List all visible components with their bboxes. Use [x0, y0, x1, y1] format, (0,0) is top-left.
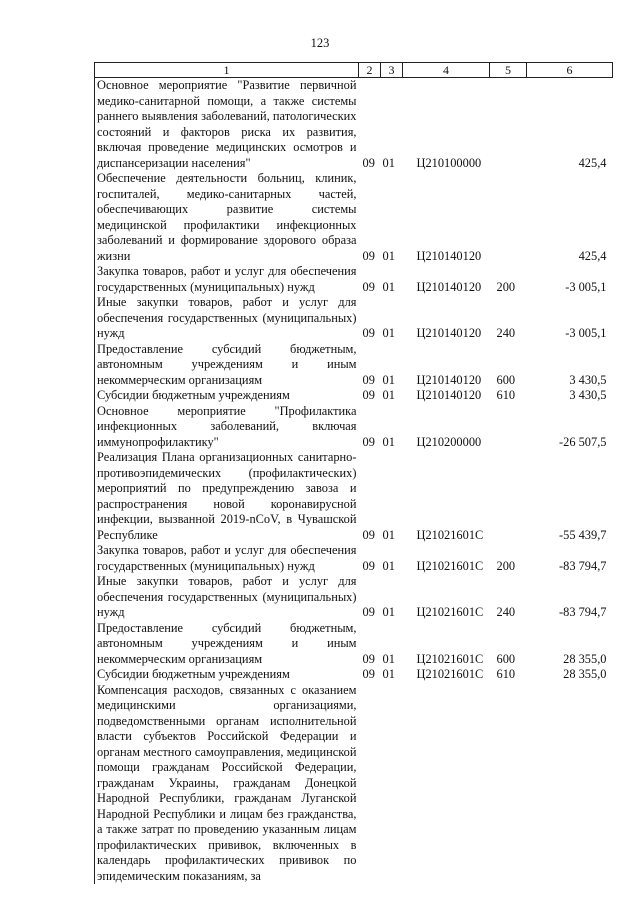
- table-row: [95, 621, 613, 668]
- row-section: 09: [362, 434, 375, 449]
- row-section: 09: [362, 248, 375, 263]
- row-section: [359, 683, 381, 885]
- row-amount: -83 794,7: [559, 558, 607, 573]
- row-expense: [490, 171, 527, 264]
- row-amount: 28 355,0: [563, 651, 607, 666]
- row-expense: 600: [496, 372, 516, 387]
- table-header-row: [95, 63, 613, 78]
- row-section: 09: [362, 651, 375, 666]
- row-expense: 600: [496, 651, 516, 666]
- row-subsection: 01: [382, 326, 395, 340]
- table-row: [95, 543, 613, 574]
- row-expense: [490, 683, 527, 885]
- row-amount: [527, 683, 613, 885]
- row-subsection: 01: [382, 527, 395, 542]
- row-amount: -3 005,1: [565, 326, 607, 340]
- row-amount: 425,4: [578, 248, 607, 263]
- row-name: Закупка товаров, работ и услуг для обеспечения государственных (муниципальных) нужд: [95, 543, 359, 574]
- row-name: Основное мероприятие "Развитие первичной медико-санитарной помощи, а также системы раннего выявления заболеваний, патологических состояний и факторов риска их развития, включая проведение медицинских осмотров и диспансеризации населения": [95, 78, 359, 172]
- row-section: 09: [362, 155, 375, 170]
- row-section: 09: [362, 558, 375, 573]
- row-expense: 200: [496, 558, 516, 573]
- row-name: Иные закупки товаров, работ и услуг для обеспечения государственных (муниципальных) нужд: [95, 295, 359, 342]
- row-target: Ц21021601С: [416, 667, 484, 681]
- row-name: Реализация Плана организационных санитарно-противоэпидемических (профилактических) мероприятий по предупреждению завоза и распространения новой коронавирусной инфекции, вызванной 2019-nCoV, в Чувашской Республике: [95, 450, 359, 543]
- row-section: 09: [362, 326, 375, 340]
- table-row: [95, 171, 613, 264]
- row-amount: -26 507,5: [559, 434, 607, 449]
- header-cell-target: 4: [403, 63, 490, 78]
- table-row: [95, 450, 613, 543]
- row-expense: 240: [496, 326, 516, 340]
- table-row: [95, 574, 613, 621]
- header-cell-amount: 6: [527, 63, 613, 78]
- row-amount: -55 439,7: [559, 527, 607, 542]
- row-section: 09: [362, 605, 375, 619]
- row-target: Ц210140120: [416, 326, 482, 340]
- row-section: 09: [362, 667, 375, 681]
- row-subsection: 01: [382, 651, 395, 666]
- row-name: Иные закупки товаров, работ и услуг для обеспечения государственных (муниципальных) нужд: [95, 574, 359, 621]
- row-target: Ц21021601С: [416, 527, 484, 542]
- row-amount: 28 355,0: [563, 667, 607, 681]
- row-subsection: [381, 683, 403, 885]
- row-name: Субсидии бюджетным учреждениям: [95, 667, 359, 683]
- row-section: 09: [362, 279, 375, 294]
- header-cell-section: 2: [359, 63, 381, 78]
- row-amount: -83 794,7: [559, 605, 607, 619]
- row-name: Компенсация расходов, связанных с оказанием медицинскими организациями, подведомственными органам исполнительной власти субъектов Российской Федерации и органам местного самоуправления, медицинской помощи гражданам Российской Федерации, гражданам Украины, гражданам Донецкой Народной Республики, гражданам Луганской Народной Республики и лицам без гражданства, а также затрат по проведению указанным лицам профилактических прививок, включенных в календарь профилактических прививок по эпидемическим показаниям, за: [95, 683, 359, 885]
- row-name: Предоставление субсидий бюджетным, автономным учреждениям и иным некоммерческим организациям: [95, 621, 359, 668]
- row-target: Ц210100000: [416, 155, 482, 170]
- header-cell-subsection: 3: [381, 63, 403, 78]
- row-expense: 610: [496, 388, 516, 402]
- budget-table: [94, 62, 613, 884]
- row-target: [403, 683, 490, 885]
- row-subsection: 01: [382, 605, 395, 619]
- row-subsection: 01: [382, 279, 395, 294]
- row-target: Ц210140120: [416, 248, 482, 263]
- table-body: [95, 78, 613, 885]
- row-target: Ц210140120: [416, 372, 482, 387]
- table-row: [95, 342, 613, 389]
- row-name: Предоставление субсидий бюджетным, автономным учреждениям и иным некоммерческим организациям: [95, 342, 359, 389]
- row-section: 09: [362, 372, 375, 387]
- row-name: Субсидии бюджетным учреждениям: [95, 388, 359, 404]
- header-cell-expense: 5: [490, 63, 527, 78]
- row-subsection: 01: [382, 248, 395, 263]
- page-number: 123: [310, 36, 330, 50]
- table-row: [95, 388, 613, 404]
- row-name: Основное мероприятие "Профилактика инфекционных заболеваний, включая иммунопрофилактику": [95, 404, 359, 451]
- row-target: Ц21021601С: [416, 605, 484, 619]
- row-section: 09: [362, 527, 375, 542]
- table-row: [95, 683, 613, 885]
- row-target: Ц210200000: [416, 434, 482, 449]
- row-expense: 240: [496, 605, 516, 619]
- row-target: Ц21021601С: [416, 651, 484, 666]
- row-subsection: 01: [382, 372, 395, 387]
- row-expense: 610: [496, 667, 516, 681]
- row-expense: [490, 78, 527, 172]
- table-row: [95, 295, 613, 342]
- table-row: [95, 404, 613, 451]
- row-subsection: 01: [382, 155, 395, 170]
- row-subsection: 01: [382, 388, 395, 402]
- table-row: [95, 264, 613, 295]
- row-name: Обеспечение деятельности больниц, клиник, госпиталей, медико-санитарных частей, обеспечивающих развитие системы медицинской профилактики инфекционных заболеваний и формирование здорового образа жизни: [95, 171, 359, 264]
- row-amount: 3 430,5: [569, 372, 607, 387]
- row-amount: 3 430,5: [569, 388, 607, 402]
- row-subsection: 01: [382, 667, 395, 681]
- table-row: [95, 667, 613, 683]
- row-subsection: 01: [382, 558, 395, 573]
- row-amount: -3 005,1: [565, 279, 607, 294]
- row-subsection: 01: [382, 434, 395, 449]
- row-section: 09: [362, 388, 375, 402]
- row-expense: [490, 450, 527, 543]
- row-name: Закупка товаров, работ и услуг для обеспечения государственных (муниципальных) нужд: [95, 264, 359, 295]
- row-expense: 200: [496, 279, 516, 294]
- row-target: Ц210140120: [416, 388, 482, 402]
- row-amount: 425,4: [578, 155, 607, 170]
- table-row: [95, 78, 613, 172]
- row-expense: [490, 404, 527, 451]
- row-target: Ц210140120: [416, 279, 482, 294]
- row-target: Ц21021601С: [416, 558, 484, 573]
- header-cell-name: 1: [95, 63, 359, 78]
